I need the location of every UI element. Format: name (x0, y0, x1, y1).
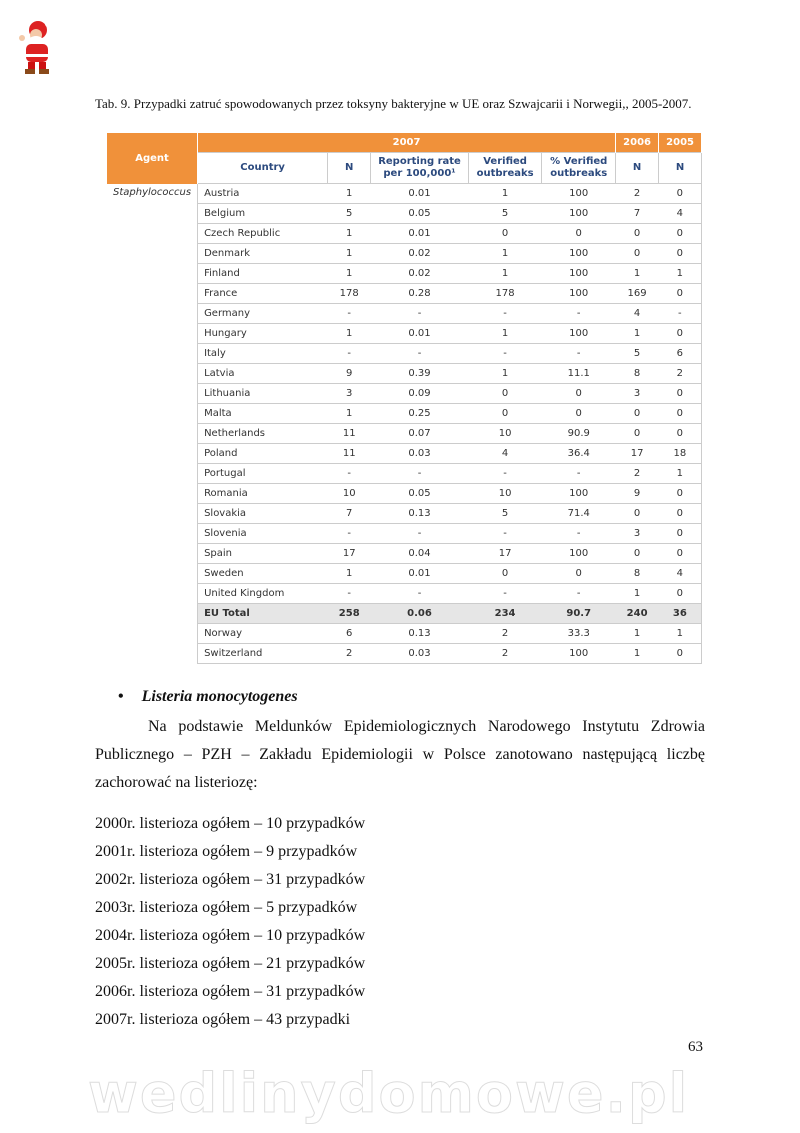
section-heading (118, 688, 298, 706)
value-cell: 5 (468, 204, 542, 224)
country-cell: Malta (198, 404, 328, 424)
header-country: Country (198, 153, 328, 184)
value-cell: 100 (542, 264, 616, 284)
value-cell: 1 (659, 264, 702, 284)
header-n: N (328, 153, 371, 184)
value-cell: 0 (616, 504, 659, 524)
value-cell: 0.13 (371, 624, 468, 644)
value-cell: - (468, 304, 542, 324)
value-cell: 8 (616, 564, 659, 584)
value-cell: - (542, 464, 616, 484)
value-cell: 1 (468, 264, 542, 284)
header-n-2006: N (616, 153, 659, 184)
value-cell: - (468, 344, 542, 364)
value-cell: 0.01 (371, 224, 468, 244)
country-cell: Italy (198, 344, 328, 364)
value-cell: 0 (616, 224, 659, 244)
value-cell: 0 (659, 244, 702, 264)
value-cell: 7 (616, 204, 659, 224)
value-cell: - (542, 304, 616, 324)
value-cell: 0.05 (371, 204, 468, 224)
value-cell: 11.1 (542, 364, 616, 384)
value-cell: - (371, 524, 468, 544)
value-cell: 0 (468, 224, 542, 244)
value-cell: 0 (468, 564, 542, 584)
value-cell: 90.7 (542, 604, 616, 624)
country-cell: United Kingdom (198, 584, 328, 604)
country-cell: Poland (198, 444, 328, 464)
value-cell: 0.39 (371, 364, 468, 384)
value-cell: 2 (468, 624, 542, 644)
value-cell: 100 (542, 324, 616, 344)
value-cell: 8 (616, 364, 659, 384)
value-cell: 10 (468, 424, 542, 444)
value-cell: 9 (328, 364, 371, 384)
country-cell: Belgium (198, 204, 328, 224)
value-cell: 1 (616, 644, 659, 664)
value-cell: 6 (328, 624, 371, 644)
value-cell: 0 (616, 404, 659, 424)
value-cell: - (328, 524, 371, 544)
value-cell: 18 (659, 444, 702, 464)
value-cell: - (328, 464, 371, 484)
value-cell: 4 (659, 204, 702, 224)
value-cell: 1 (328, 564, 371, 584)
header-2005: 2005 (659, 133, 702, 153)
value-cell: 36 (659, 604, 702, 624)
value-cell: 1 (659, 464, 702, 484)
value-cell: 1 (328, 404, 371, 424)
header-rate: Reporting rate per 100,000¹ (371, 153, 468, 184)
value-cell: 100 (542, 184, 616, 204)
country-cell: Germany (198, 304, 328, 324)
value-cell: 258 (328, 604, 371, 624)
value-cell: 0 (659, 284, 702, 304)
value-cell: 5 (616, 344, 659, 364)
value-cell: 0 (659, 324, 702, 344)
table-caption: Tab. 9. Przypadki zatruć spowodowanych przez toksyny bakteryjne w UE oraz Szwajcarii i Norwegii,, 2005-2007. (95, 96, 692, 111)
value-cell: 0.03 (371, 644, 468, 664)
value-cell: 0.02 (371, 244, 468, 264)
value-cell: - (371, 344, 468, 364)
value-cell: 1 (328, 224, 371, 244)
watermark: wedlinydomowe.pl (88, 1062, 690, 1125)
country-cell: Spain (198, 544, 328, 564)
value-cell: 1 (468, 364, 542, 384)
value-cell: 1 (468, 244, 542, 264)
value-cell: 6 (659, 344, 702, 364)
value-cell: 0 (616, 424, 659, 444)
value-cell: 0.07 (371, 424, 468, 444)
country-cell: Portugal (198, 464, 328, 484)
value-cell: 1 (616, 324, 659, 344)
value-cell: 100 (542, 644, 616, 664)
value-cell: 0 (542, 404, 616, 424)
value-cell: 0 (542, 384, 616, 404)
value-cell: - (328, 344, 371, 364)
list-item: 2000r. listerioza ogółem – 10 przypadków (95, 815, 366, 832)
country-cell: Romania (198, 484, 328, 504)
value-cell: 10 (468, 484, 542, 504)
value-cell: 0.13 (371, 504, 468, 524)
value-cell: 1 (616, 264, 659, 284)
value-cell: - (542, 584, 616, 604)
value-cell: 1 (659, 624, 702, 644)
value-cell: 17 (328, 544, 371, 564)
value-cell: 71.4 (542, 504, 616, 524)
value-cell: 2 (616, 464, 659, 484)
header-2006: 2006 (616, 133, 659, 153)
value-cell: 1 (468, 324, 542, 344)
country-cell: Czech Republic (198, 224, 328, 244)
value-cell: 33.3 (542, 624, 616, 644)
value-cell: 9 (616, 484, 659, 504)
value-cell: 0 (659, 224, 702, 244)
value-cell: 0.25 (371, 404, 468, 424)
value-cell: 1 (328, 244, 371, 264)
value-cell: 0 (468, 384, 542, 404)
country-cell: Austria (198, 184, 328, 204)
value-cell: - (468, 524, 542, 544)
value-cell: 2 (659, 364, 702, 384)
country-cell: Switzerland (198, 644, 328, 664)
value-cell: 1 (468, 184, 542, 204)
value-cell: 11 (328, 444, 371, 464)
value-cell: - (328, 304, 371, 324)
value-cell: 36.4 (542, 444, 616, 464)
agent-cell: Staphylococcus (113, 186, 192, 198)
value-cell: 7 (328, 504, 371, 524)
value-cell: 0 (468, 404, 542, 424)
value-cell: - (371, 464, 468, 484)
country-cell: Norway (198, 624, 328, 644)
value-cell: 0.01 (371, 184, 468, 204)
value-cell: 17 (616, 444, 659, 464)
value-cell: 1 (328, 264, 371, 284)
list-item: 2004r. listerioza ogółem – 10 przypadków (95, 927, 366, 944)
value-cell: 3 (616, 384, 659, 404)
value-cell: 0 (659, 584, 702, 604)
value-cell: 4 (616, 304, 659, 324)
value-cell: 178 (328, 284, 371, 304)
value-cell: 0.09 (371, 384, 468, 404)
value-cell: 0 (659, 184, 702, 204)
value-cell: 5 (468, 504, 542, 524)
value-cell: 0.04 (371, 544, 468, 564)
value-cell: 0.03 (371, 444, 468, 464)
value-cell: 2 (328, 644, 371, 664)
value-cell: 100 (542, 204, 616, 224)
value-cell: - (542, 344, 616, 364)
value-cell: 0.06 (371, 604, 468, 624)
value-cell: 0.01 (371, 564, 468, 584)
value-cell: 0 (542, 224, 616, 244)
value-cell: 234 (468, 604, 542, 624)
value-cell: 0 (659, 544, 702, 564)
value-cell: 100 (542, 484, 616, 504)
value-cell: 0 (542, 564, 616, 584)
value-cell: 3 (616, 524, 659, 544)
value-cell: 0 (659, 644, 702, 664)
country-cell: Sweden (198, 564, 328, 584)
value-cell: 5 (328, 204, 371, 224)
value-cell: 100 (542, 544, 616, 564)
list-item: 2005r. listerioza ogółem – 21 przypadków (95, 955, 366, 972)
country-cell: Finland (198, 264, 328, 284)
value-cell: 169 (616, 284, 659, 304)
value-cell: - (542, 524, 616, 544)
header-n-2005: N (659, 153, 702, 184)
value-cell: - (659, 304, 702, 324)
list-item: 2007r. listerioza ogółem – 43 przypadki (95, 1011, 351, 1028)
value-cell: 4 (468, 444, 542, 464)
toxin-cases-table (107, 133, 702, 664)
table-row (107, 184, 702, 204)
value-cell: 0 (659, 504, 702, 524)
country-cell: Netherlands (198, 424, 328, 444)
value-cell: 10 (328, 484, 371, 504)
value-cell: 11 (328, 424, 371, 444)
header-pct-verified: % Verified outbreaks (542, 153, 616, 184)
country-cell: Slovakia (198, 504, 328, 524)
value-cell: 0.28 (371, 284, 468, 304)
bullet: • (118, 688, 124, 705)
value-cell: - (328, 584, 371, 604)
value-cell: 0 (659, 524, 702, 544)
header-agent: Agent (107, 133, 198, 184)
value-cell: - (468, 464, 542, 484)
country-cell: Latvia (198, 364, 328, 384)
value-cell: 0 (659, 384, 702, 404)
country-cell: Lithuania (198, 384, 328, 404)
value-cell: 2 (616, 184, 659, 204)
section-title: Listeria monocytogenes (141, 688, 298, 705)
value-cell: 4 (659, 564, 702, 584)
list-item: 2003r. listerioza ogółem – 5 przypadków (95, 899, 358, 916)
value-cell: 1 (328, 184, 371, 204)
country-cell: Denmark (198, 244, 328, 264)
value-cell: 90.9 (542, 424, 616, 444)
country-cell: France (198, 284, 328, 304)
listeriosis-list (95, 810, 365, 1034)
value-cell: 17 (468, 544, 542, 564)
country-cell: Hungary (198, 324, 328, 344)
value-cell: 1 (328, 324, 371, 344)
value-cell: 0 (616, 244, 659, 264)
value-cell: 240 (616, 604, 659, 624)
list-item: 2001r. listerioza ogółem – 9 przypadków (95, 843, 358, 860)
value-cell: 1 (616, 624, 659, 644)
value-cell: 0.05 (371, 484, 468, 504)
paragraph: Na podstawie Meldunków Epidemiologicznych Narodowego Instytutu Zdrowia Publicznego – PZH – Zakładu Epidemiologii w Polsce zanotowano następującą liczbę zachorować na listeriozę: (95, 718, 705, 791)
list-item: 2006r. listerioza ogółem – 31 przypadków (95, 983, 366, 1000)
value-cell: 178 (468, 284, 542, 304)
list-item: 2002r. listerioza ogółem – 31 przypadków (95, 871, 366, 888)
santa-claus-icon (12, 18, 60, 76)
value-cell: 2 (468, 644, 542, 664)
country-cell: Slovenia (198, 524, 328, 544)
value-cell: 0.01 (371, 324, 468, 344)
value-cell: 1 (616, 584, 659, 604)
value-cell: 3 (328, 384, 371, 404)
value-cell: - (371, 304, 468, 324)
value-cell: 0 (659, 404, 702, 424)
value-cell: - (371, 584, 468, 604)
header-2007: 2007 (198, 133, 616, 153)
header-verified: Verified outbreaks (468, 153, 542, 184)
value-cell: 0 (659, 484, 702, 504)
value-cell: 100 (542, 284, 616, 304)
value-cell: 0.02 (371, 264, 468, 284)
country-cell: EU Total (198, 604, 328, 624)
page-number: 63 (688, 1039, 703, 1055)
value-cell: 0 (616, 544, 659, 564)
value-cell: 100 (542, 244, 616, 264)
value-cell: - (468, 584, 542, 604)
value-cell: 0 (659, 424, 702, 444)
